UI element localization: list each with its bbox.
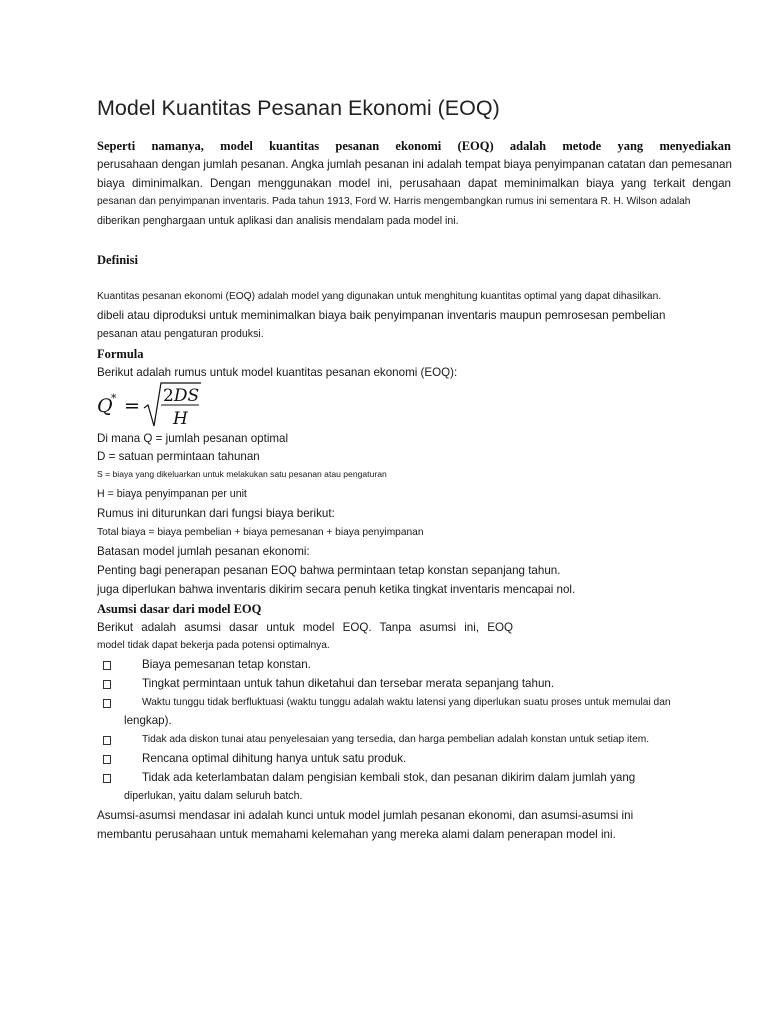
- formula-intro: Berikut adalah rumus untuk model kuantitas pesanan ekonomi (EOQ):: [97, 366, 458, 379]
- definisi-line-3: pesanan atau pengaturan produksi.: [97, 328, 264, 340]
- assumption-item-2: Tingkat permintaan untuk tahun diketahui dan tersebar merata sepanjang tahun.: [142, 677, 555, 690]
- assumption-item-6: Tidak ada keterlambatan dalam pengisian kembali stok, dan pesanan dikirim dalam jumlah yang: [142, 771, 636, 784]
- asumsi-intro-2: model tidak dapat bekerja pada potensi optimalnya.: [97, 640, 330, 651]
- assumption-item-3: Waktu tunggu tidak berfluktuasi (waktu tunggu adalah waktu latensi yang diperlukan suatu proses untuk memulai dan: [142, 697, 671, 708]
- assumption-item-5: Rencana optimal dihitung hanya untuk satu produk.: [142, 752, 407, 765]
- assumption-item-6-cont: diperlukan, yaitu dalam seluruh batch.: [124, 790, 303, 802]
- assumption-item-4: Tidak ada diskon tunai atau penyelesaian yang tersedia, dan harga pembelian adalah konstan untuk setiap item.: [142, 734, 650, 745]
- intro-line-3: biaya diminimalkan. Dengan menggunakan model ini, perusahaan dapat meminimalkan biaya yang terkait dengan: [97, 177, 731, 190]
- formula-equals: =: [124, 395, 140, 417]
- limit-1: Penting bagi penerapan pesanan EOQ bahwa permintaan tetap konstan sepanjang tahun.: [97, 564, 561, 577]
- assumption-item-1: Biaya pemesanan tetap konstan.: [142, 658, 311, 671]
- var-d: D = satuan permintaan tahunan: [97, 450, 260, 463]
- closing-line-2: membantu perusahaan untuk memahami kelemahan yang mereka alami dalam penerapan model ini.: [97, 828, 616, 841]
- bullet-icon: [103, 774, 111, 783]
- bullet-icon: [103, 736, 111, 745]
- definisi-line-1: Kuantitas pesanan ekonomi (EOQ) adalah model yang digunakan untuk menghitung kuantitas optimal yang dapat dihasilkan.: [97, 291, 662, 302]
- assumption-item-3-cont: lengkap).: [124, 714, 172, 727]
- bullet-icon: [103, 755, 111, 764]
- bullet-icon: [103, 680, 111, 689]
- bullet-icon: [103, 699, 111, 708]
- var-q: Di mana Q = jumlah pesanan optimal: [97, 432, 289, 445]
- definisi-line-2: dibeli atau diproduksi untuk meminimalkan biaya baik penyimpanan inventaris maupun pemrosesan pembelian: [97, 309, 666, 322]
- var-s: S = biaya yang dikeluarkan untuk melakukan satu pesanan atau pengaturan: [97, 469, 387, 479]
- page-title: Model Kuantitas Pesanan Ekonomi (EOQ): [97, 96, 500, 120]
- definisi-heading: Definisi: [97, 253, 138, 267]
- var-h: H = biaya penyimpanan per unit: [97, 488, 247, 500]
- formula-heading: Formula: [97, 347, 144, 361]
- eoq-formula-graphic: [97, 380, 227, 430]
- formula-derived: Rumus ini diturunkan dari fungsi biaya berikut:: [97, 507, 335, 520]
- limits-heading: Batasan model jumlah pesanan ekonomi:: [97, 545, 310, 558]
- limit-2: juga diperlukan bahwa inventaris dikirim secara penuh ketika tingkat inventaris mencapai nol.: [97, 583, 576, 596]
- formula-lhs: Q: [97, 395, 113, 417]
- intro-line-2: perusahaan dengan jumlah pesanan. Angka jumlah pesanan ini adalah tempat biaya penyimpanan catatan dan pemesanan: [97, 158, 732, 171]
- eoq-formula: [97, 380, 227, 430]
- intro-line-1: Seperti namanya, model kuantitas pesanan ekonomi (EOQ) adalah metode yang menyediakan: [97, 139, 731, 153]
- total-cost: Total biaya = biaya pembelian + biaya pemesanan + biaya penyimpanan: [97, 527, 424, 538]
- formula-star: *: [111, 392, 117, 405]
- closing-line-1: Asumsi-asumsi mendasar ini adalah kunci untuk model jumlah pesanan ekonomi, dan asumsi-asumsi ini: [97, 809, 634, 822]
- formula-numerator: 2DS: [163, 386, 200, 406]
- intro-line-4: pesanan dan penyimpanan inventaris. Pada tahun 1913, Ford W. Harris mengembangkan rumus ini sementara R. H. Wilson adalah: [97, 196, 691, 207]
- asumsi-intro-1: Berikut adalah asumsi dasar untuk model EOQ. Tanpa asumsi ini, EOQ: [97, 621, 513, 634]
- intro-line-5: diberikan penghargaan untuk aplikasi dan analisis mendalam pada model ini.: [97, 215, 459, 227]
- asumsi-heading: Asumsi dasar dari model EOQ: [97, 602, 262, 616]
- formula-denominator: H: [173, 409, 188, 429]
- bullet-icon: [103, 661, 111, 670]
